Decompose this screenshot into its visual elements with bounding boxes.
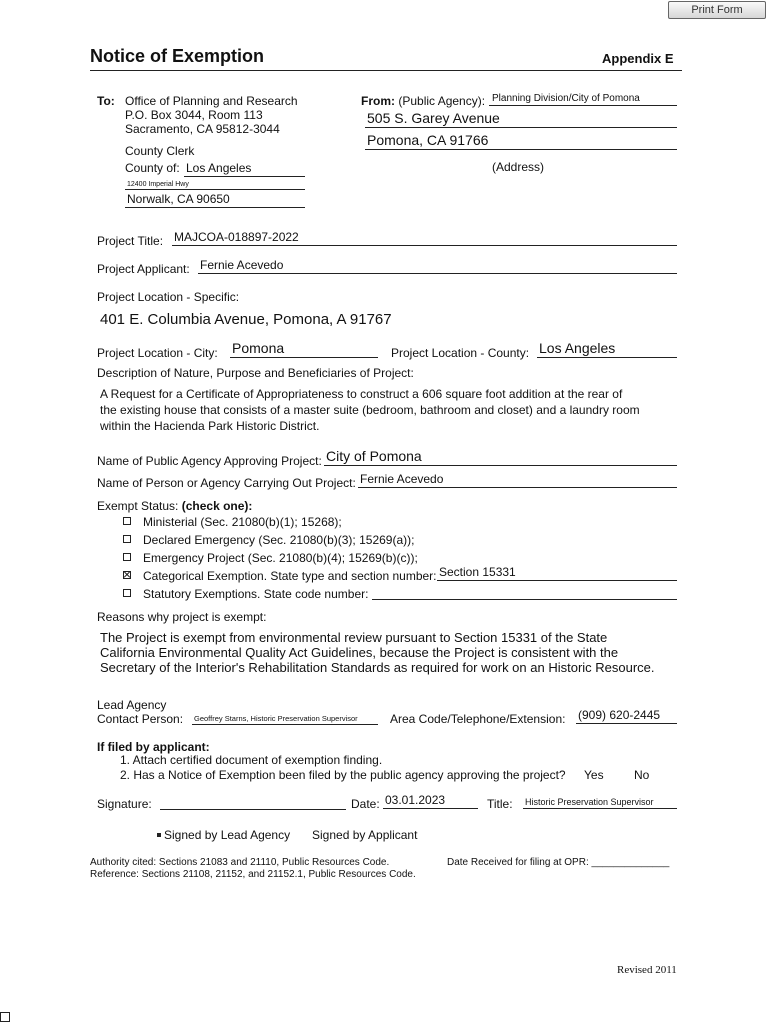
- lead-agency-label: Lead Agency: [97, 698, 167, 712]
- date-label: Date:: [351, 797, 380, 811]
- carrying-out-value: Fernie Acevedo: [360, 472, 444, 486]
- county-of-value: Los Angeles: [186, 161, 252, 175]
- approving-agency-field[interactable]: [324, 449, 677, 466]
- filing-item-2: 2. Has a Notice of Exemption been filed by the public agency approving the project?: [120, 768, 566, 782]
- project-location-county-label: Project Location - County:: [391, 346, 530, 360]
- carrying-out-label: Name of Person or Agency Carrying Out Project:: [97, 476, 356, 490]
- from-label: From:: [361, 94, 395, 108]
- check-one-label: (check one):: [181, 499, 253, 513]
- signature-label: Signature:: [97, 797, 152, 811]
- reasons-line: California Environmental Quality Act Guidelines, because the Project is consistent with the: [100, 645, 619, 660]
- categorical-exemption-value: Section 15331: [439, 565, 516, 579]
- county-address-line2-field[interactable]: [125, 191, 305, 208]
- project-location-city-label: Project Location - City:: [97, 346, 218, 360]
- county-clerk-label: County Clerk: [125, 144, 195, 158]
- description-label: Description of Nature, Purpose and Beneficiaries of Project:: [97, 366, 414, 380]
- ministerial-checkbox[interactable]: [123, 517, 131, 525]
- signed-by-lead-agency-bullet: [157, 833, 161, 837]
- declared-emergency-checkbox[interactable]: [123, 535, 131, 543]
- project-location-county-value: Los Angeles: [539, 340, 616, 356]
- filing-item-1: 1. Attach certified document of exemption finding.: [120, 753, 383, 767]
- exempt-status-label: Exempt Status:: [97, 499, 179, 513]
- categorical-exemption-label: Categorical Exemption. State type and section number:: [143, 569, 437, 583]
- ministerial-label: Ministerial (Sec. 21080(b)(1); 15268);: [143, 515, 342, 529]
- date-field[interactable]: [383, 792, 478, 809]
- reasons-text[interactable]: [100, 630, 690, 675]
- project-applicant-value: Fernie Acevedo: [200, 258, 284, 272]
- exempt-status-label-group: [97, 499, 252, 513]
- project-title-field[interactable]: [172, 229, 677, 246]
- signed-by-lead-agency[interactable]: Signed by Lead Agency: [164, 828, 291, 842]
- from-address-line1-field[interactable]: [365, 108, 677, 128]
- county-of-field[interactable]: [184, 160, 305, 177]
- emergency-project-checkbox[interactable]: [123, 553, 131, 561]
- revised-label: Revised 2011: [617, 964, 677, 976]
- reasons-label: Reasons why project is exempt:: [97, 610, 267, 624]
- categorical-exemption-checkbox[interactable]: [123, 571, 131, 579]
- description-line: A Request for a Certificate of Appropriateness to construct a 606 square foot addition at the rear of: [100, 387, 623, 401]
- emergency-project-label: Emergency Project (Sec. 21080(b)(4); 15269(b)(c));: [143, 551, 418, 565]
- description-text[interactable]: [100, 386, 690, 434]
- contact-person-label: Contact Person:: [97, 712, 184, 726]
- statutory-exemption-checkbox[interactable]: [123, 589, 131, 597]
- public-agency-label: (Public Agency):: [398, 94, 486, 108]
- description-line: the existing house that consists of a master suite (bedroom, bathroom and closet) and a laundry room: [100, 403, 640, 417]
- filed-by-applicant-heading: If filed by applicant:: [97, 740, 210, 754]
- appendix-label: Appendix E: [602, 51, 674, 66]
- contact-person-field[interactable]: [192, 708, 378, 725]
- reference-text: Reference: Sections 21108, 21152, and 21152.1, Public Resources Code.: [90, 869, 416, 880]
- filed-yes-option[interactable]: Yes: [584, 768, 604, 782]
- authority-cited: Authority cited: Sections 21083 and 21110, Public Resources Code.: [90, 857, 390, 868]
- from-address-line2-field[interactable]: [365, 130, 677, 150]
- corner-checkbox[interactable]: [0, 1012, 10, 1022]
- project-applicant-label: Project Applicant:: [97, 262, 190, 276]
- to-line-2: P.O. Box 3044, Room 113: [125, 108, 263, 122]
- public-agency-value: Planning Division/City of Pomona: [492, 93, 640, 104]
- to-line-3: Sacramento, CA 95812-3044: [125, 122, 280, 136]
- page-title: Notice of Exemption: [90, 46, 265, 66]
- county-address-line2-value: Norwalk, CA 90650: [127, 192, 230, 206]
- approving-agency-value: City of Pomona: [326, 448, 422, 464]
- signature-field[interactable]: [160, 793, 346, 810]
- to-label: To:: [97, 94, 115, 108]
- reasons-line: The Project is exempt from environmental review pursuant to Section 15331 of the State: [100, 630, 608, 645]
- project-applicant-field[interactable]: [198, 257, 677, 274]
- approving-agency-label: Name of Public Agency Approving Project:: [97, 454, 322, 468]
- categorical-exemption-field[interactable]: [437, 564, 677, 581]
- title-value: Historic Preservation Supervisor: [525, 797, 654, 807]
- from-label-group: [361, 94, 485, 108]
- from-address-line1-value: 505 S. Garey Avenue: [367, 110, 500, 126]
- reasons-line: Secretary of the Interior's Rehabilitation Standards as required for work on an Historic Resource.: [100, 660, 655, 675]
- date-received-opr: Date Received for filing at OPR: ______________: [447, 857, 670, 868]
- phone-label: Area Code/Telephone/Extension:: [390, 712, 566, 726]
- title-field[interactable]: [523, 792, 677, 809]
- phone-value: (909) 620-2445: [578, 708, 661, 722]
- carrying-out-field[interactable]: [358, 471, 677, 488]
- to-line-1: Office of Planning and Research: [125, 94, 298, 108]
- from-address-line2-value: Pomona, CA 91766: [367, 132, 489, 148]
- signed-by-applicant[interactable]: Signed by Applicant: [312, 828, 418, 842]
- project-location-county-field[interactable]: [537, 341, 677, 358]
- project-location-specific-label: Project Location - Specific:: [97, 290, 240, 304]
- statutory-exemption-label: Statutory Exemptions. State code number:: [143, 587, 369, 601]
- phone-field[interactable]: [576, 707, 677, 724]
- project-location-specific-value[interactable]: 401 E. Columbia Avenue, Pomona, A 91767: [100, 311, 392, 328]
- project-location-city-value: Pomona: [232, 340, 285, 356]
- declared-emergency-label: Declared Emergency (Sec. 21080(b)(3); 15269(a));: [143, 533, 415, 547]
- print-form-button[interactable]: Print Form: [668, 1, 766, 19]
- county-address-line1-value: 12400 Imperial Hwy: [127, 181, 189, 188]
- description-line: within the Hacienda Park Historic District.: [100, 419, 320, 433]
- statutory-exemption-field[interactable]: [372, 583, 677, 600]
- public-agency-field[interactable]: [489, 89, 677, 106]
- county-of-label: County of:: [125, 161, 180, 175]
- county-address-line1-field[interactable]: [125, 176, 305, 190]
- project-title-value: MAJCOA-018897-2022: [174, 230, 299, 244]
- address-caption: (Address): [492, 160, 545, 174]
- date-value: 03.01.2023: [385, 793, 446, 807]
- project-location-city-field[interactable]: [230, 341, 378, 358]
- contact-person-value: Geoffrey Starns, Historic Preservation Supervisor: [194, 714, 358, 723]
- project-title-label: Project Title:: [97, 234, 164, 248]
- title-label: Title:: [487, 797, 513, 811]
- title-divider: [90, 70, 682, 71]
- filed-no-option[interactable]: No: [634, 768, 650, 782]
